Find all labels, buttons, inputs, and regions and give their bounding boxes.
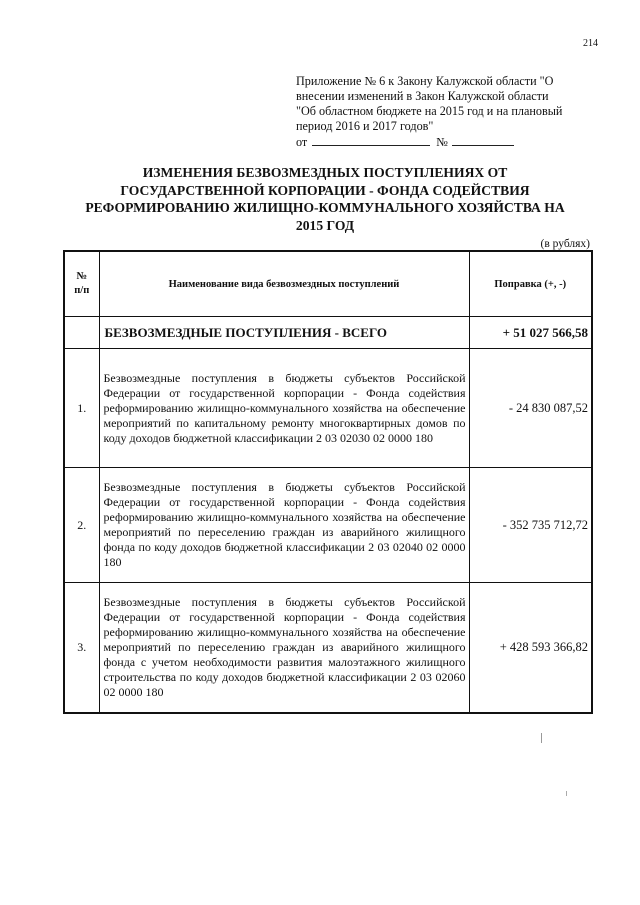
row-amount: - 352 735 712,72 bbox=[469, 468, 592, 583]
from-label: от bbox=[296, 135, 308, 149]
appendix-line-1: Приложение № 6 к Закону Калужской области "О bbox=[296, 74, 554, 88]
table-row bbox=[64, 468, 592, 583]
header-num-line-1: № bbox=[76, 271, 88, 282]
appendix-block bbox=[296, 74, 596, 150]
header-name: Наименование вида безвозмездных поступлений bbox=[99, 251, 469, 317]
total-row bbox=[64, 317, 592, 349]
row-name: Безвозмездные поступления в бюджеты субъектов Российской Федерации от государственной корпорации - Фонда содействия реформированию жилищно-коммунального хозяйства на обеспечение мероприятий по переселению граждан из аварийного жилищного фонда по коду доходов бюджетной классификации 2 03 02040 02 0000 180 bbox=[99, 468, 469, 583]
appendix-line-3: "Об областном бюджете на 2015 год и на плановый bbox=[296, 104, 563, 118]
table-row bbox=[64, 349, 592, 468]
row-num: 2. bbox=[64, 468, 99, 583]
header-num bbox=[64, 251, 99, 317]
row-name: Безвозмездные поступления в бюджеты субъектов Российской Федерации от государственной корпорации - Фонда содействия реформированию жилищно-коммунального хозяйства на обеспечение мероприятий по капитальному ремонту многоквартирных домов по коду доходов бюджетной классификации 2 03 02030 02 0000 180 bbox=[99, 349, 469, 468]
row-amount: - 24 830 087,52 bbox=[469, 349, 592, 468]
table-row bbox=[64, 583, 592, 714]
row-amount: + 428 593 366,82 bbox=[469, 583, 592, 714]
header-num-line-2: п/п bbox=[74, 285, 90, 296]
scan-artifact-mark bbox=[541, 733, 542, 743]
total-name: БЕЗВОЗМЕЗДНЫЕ ПОСТУПЛЕНИЯ - ВСЕГО bbox=[99, 317, 469, 349]
currency-note: (в рублях) bbox=[540, 238, 590, 250]
page-number: 214 bbox=[583, 38, 598, 49]
header-amount: Поправка (+, -) bbox=[469, 251, 592, 317]
appendix-date-number-line bbox=[296, 134, 596, 150]
row-name: Безвозмездные поступления в бюджеты субъектов Российской Федерации от государственной корпорации - Фонда содействия реформированию жилищно-коммунального хозяйства на обеспечение мероприятий по переселению граждан из аварийного жилищного фонда с учетом необходимости развития малоэтажного жилищного строительства по коду доходов бюджетной классификации 2 03 02060 02 0000 180 bbox=[99, 583, 469, 714]
revenue-table bbox=[63, 250, 593, 714]
row-num: 3. bbox=[64, 583, 99, 714]
number-blank bbox=[452, 134, 514, 146]
document-title: ИЗМЕНЕНИЯ БЕЗВОЗМЕЗДНЫХ ПОСТУПЛЕНИЯХ ОТ ГОСУДАРСТВЕННОЙ КОРПОРАЦИИ - ФОНДА СОДЕЙСТВИЯ РЕФОРМИРОВАНИЮ ЖИЛИЩНО-КОММУНАЛЬНОГО ХОЗЯЙСТВА НА 2015 ГОД bbox=[85, 165, 565, 233]
table-header-row bbox=[64, 251, 592, 317]
appendix-line-4: период 2016 и 2017 годов" bbox=[296, 119, 434, 133]
number-label: № bbox=[436, 135, 448, 149]
row-num: 1. bbox=[64, 349, 99, 468]
total-num-cell bbox=[64, 317, 99, 349]
date-blank bbox=[312, 134, 430, 146]
scan-artifact-mark bbox=[566, 791, 567, 796]
total-amount: + 51 027 566,58 bbox=[469, 317, 592, 349]
appendix-line-2: внесении изменений в Закон Калужской области bbox=[296, 89, 549, 103]
